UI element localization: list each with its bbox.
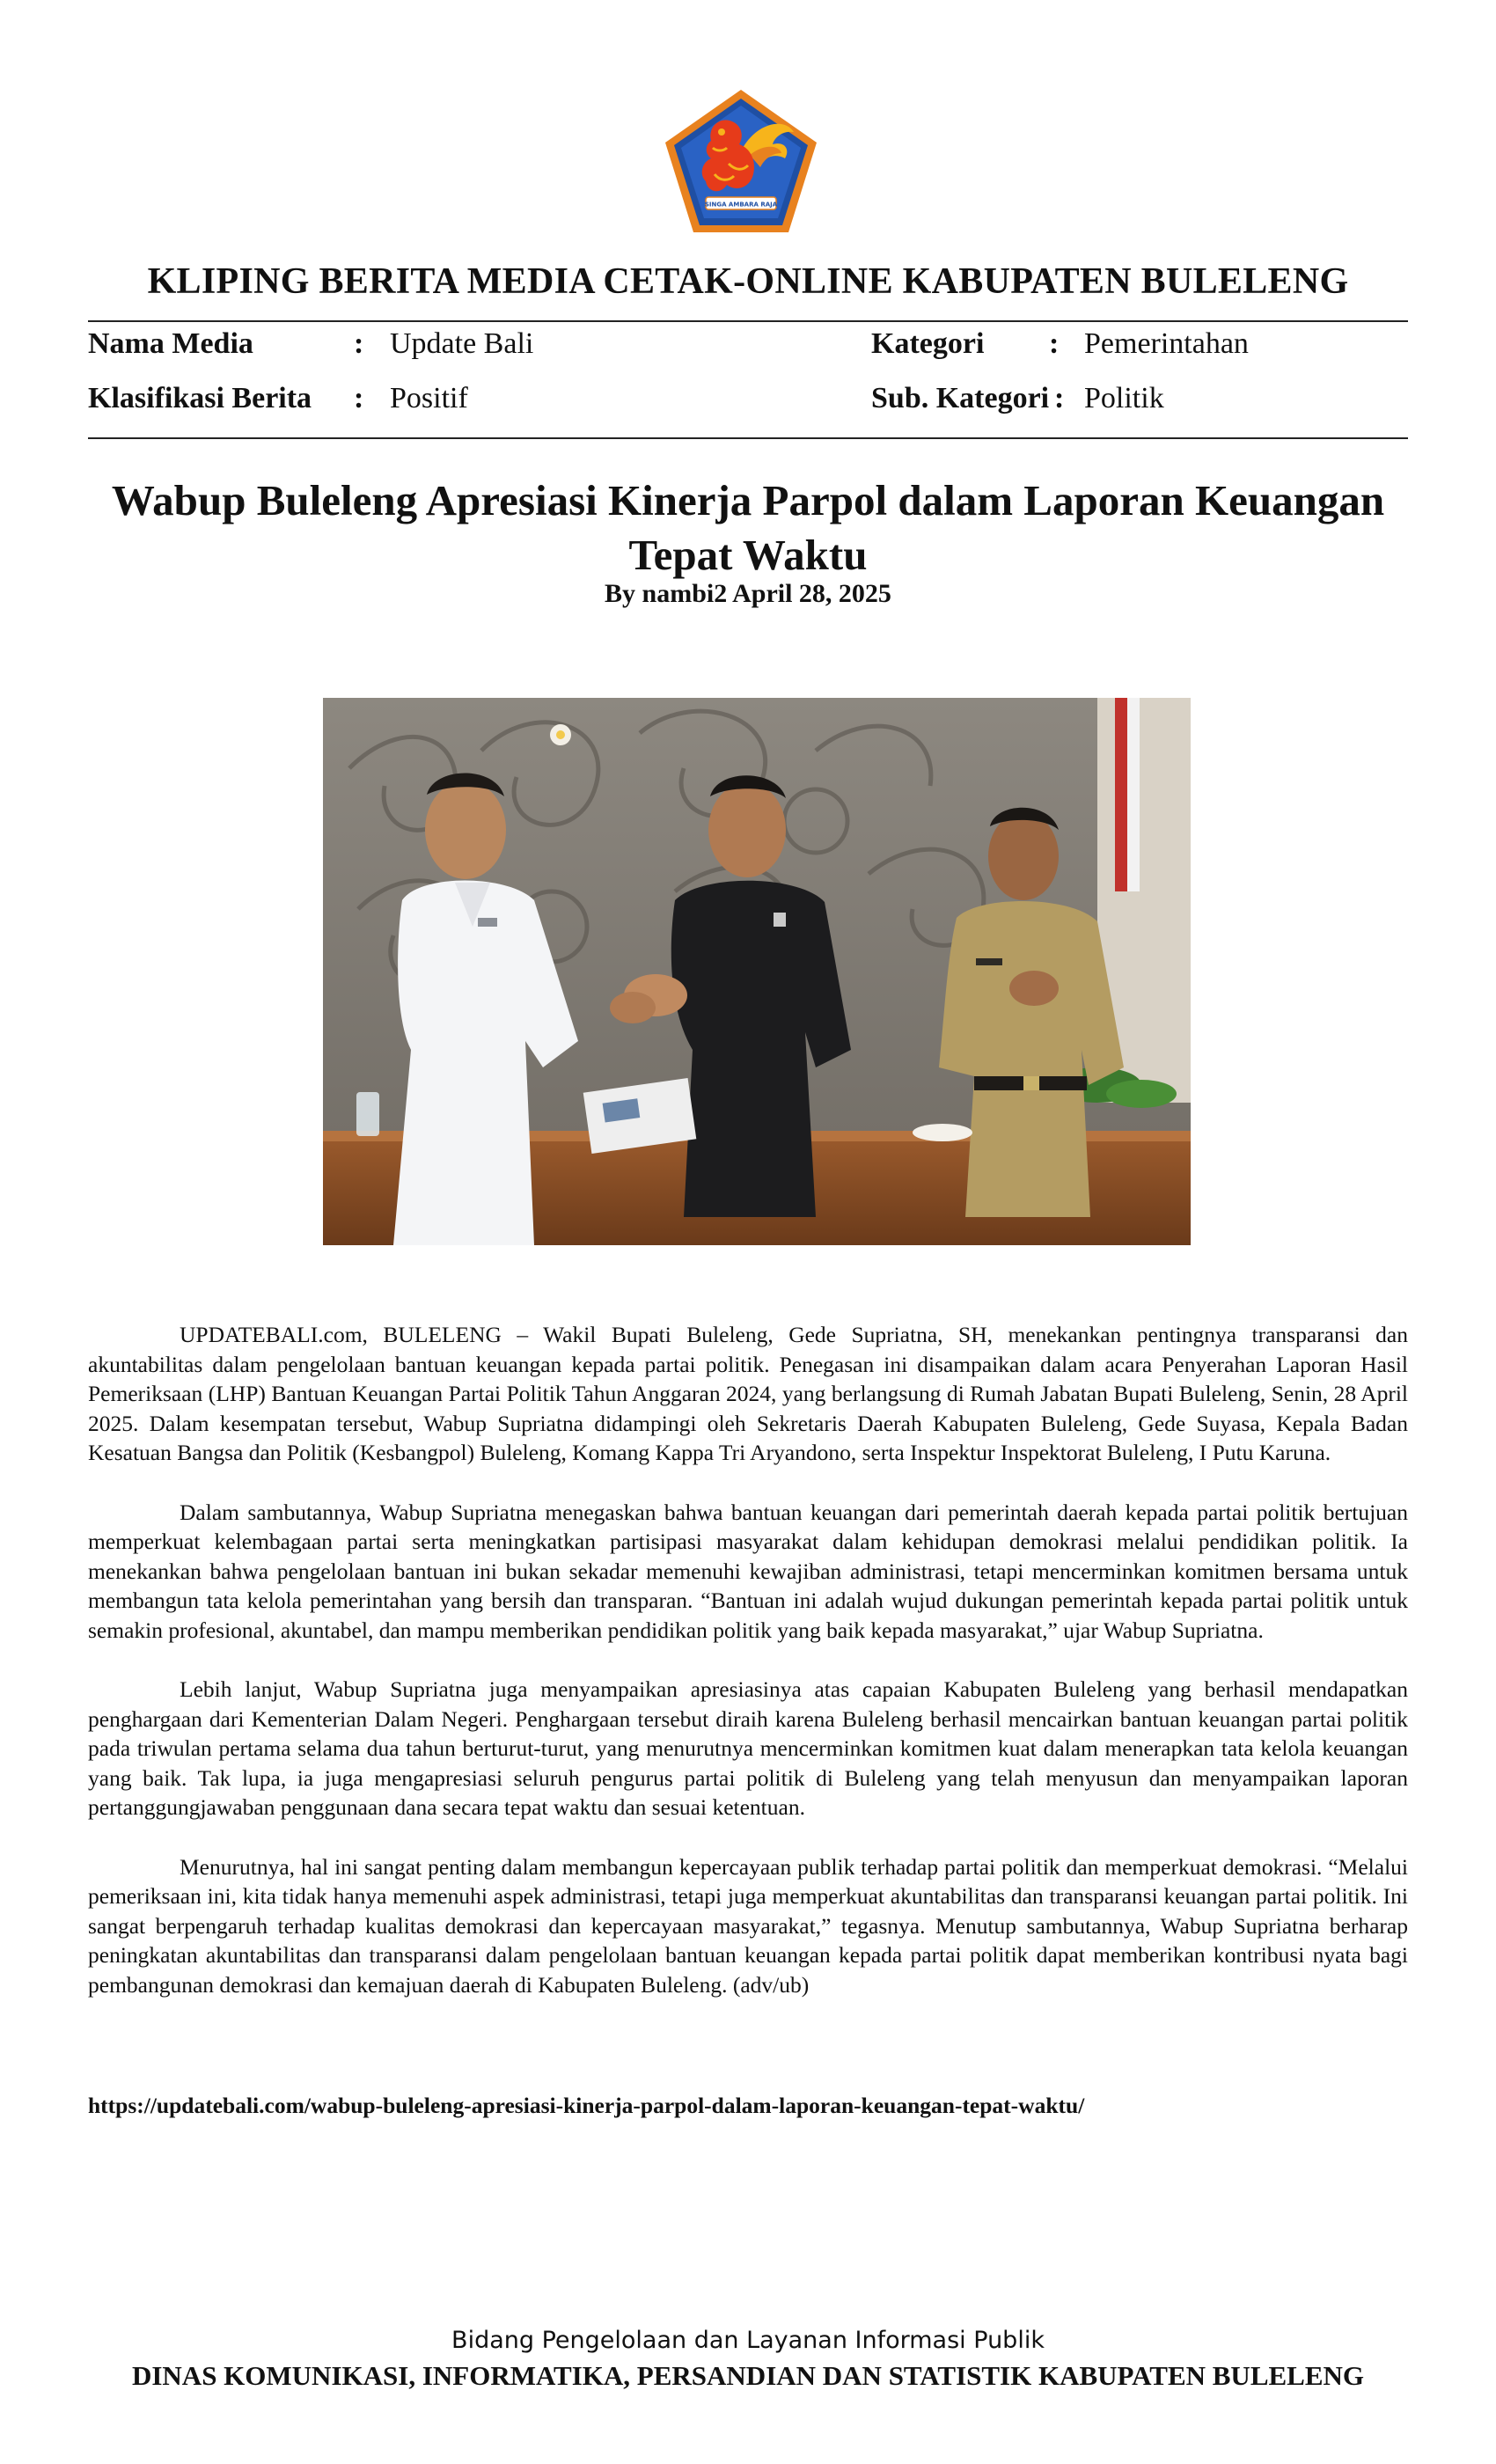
article-title: Wabup Buleleng Apresiasi Kinerja Parpol dalam Laporan Keuangan Tepat Waktu — [111, 476, 1385, 579]
emblem-motto: SINGA AMBARA RAJA — [704, 201, 778, 209]
article-body — [88, 1320, 1408, 2029]
subcategory-label: Sub. Kategori — [871, 382, 1050, 414]
article-paragraph: Menurutnya, hal ini sangat penting dalam membangun kepercayaan publik terhadap partai politik dan memperkuat demokrasi. “Melalui pemeriksaan ini, kita tidak hanya memenuhi aspek administrasi, tetapi juga memperkuat akuntabilitas dan transparansi keuangan partai politik. Ini sangat berpengaruh terhadap kualitas demokrasi dan kepercayaan masyarakat,” tegasnya. Menutup sambutannya, Wabup Supriatna berharap peningkatan akuntabilitas dan transparansi dalam pengelolaan bantuan keuangan kepada partai politik dapat memberikan kontribusi nyata bagi pembangunan demokrasi dan kemajuan daerah di Kabupaten Buleleng. (adv/ub) — [88, 1853, 1408, 1998]
footer-agency: DINAS KOMUNIKASI, INFORMATIKA, PERSANDIAN DAN STATISTIK KABUPATEN BULELENG — [131, 2360, 1365, 2391]
category-colon: : — [1049, 327, 1060, 360]
category-value: Pemerintahan — [1084, 327, 1249, 360]
media-colon: : — [354, 327, 364, 360]
footer-department: Bidang Pengelolaan dan Layanan Informasi Publik — [451, 2327, 1045, 2354]
header-rule-bottom — [88, 437, 1408, 439]
classification-label: Klasifikasi Berita — [88, 382, 312, 414]
header-rule-top — [88, 320, 1408, 322]
article-photo — [323, 698, 1191, 1245]
source-url-link[interactable]: https://updatebali.com/wabup-buleleng-apresiasi-kinerja-parpol-dalam-laporan-keuangan-tepat-waktu/ — [88, 2093, 1085, 2118]
subcategory-value: Politik — [1084, 382, 1164, 414]
classification-value: Positif — [390, 382, 468, 414]
article-paragraph: UPDATEBALI.com, BULELENG – Wakil Bupati Buleleng, Gede Supriatna, SH, menekankan pentingnya transparansi dan akuntabilitas dalam pengelolaan bantuan keuangan kepada partai politik. Penegasan ini disampaikan dalam acara Penyerahan Laporan Hasil Pemeriksaan (LHP) Bantuan Keuangan Partai Politik Tahun Anggaran 2024, yang berlangsung di Rumah Jabatan Bupati Buleleng, Senin, 28 April 2025. Dalam kesempatan tersebut, Wabup Supriatna didampingi oleh Sekretaris Daerah Kabupaten Buleleng, Gede Suyasa, Kepala Badan Kesatuan Bangsa dan Politik (Kesbangpol) Buleleng, Komang Kappa Tri Aryandono, serta Inspektur Inspektorat Buleleng, I Putu Karuna. — [88, 1322, 1408, 1465]
buleleng-emblem-icon — [662, 86, 820, 236]
article-byline: By nambi2 April 28, 2025 — [605, 579, 891, 608]
document-title: KLIPING BERITA MEDIA CETAK-ONLINE KABUPATEN BULELENG — [147, 261, 1349, 302]
subcategory-colon: : — [1054, 382, 1065, 414]
article-paragraph: Lebih lanjut, Wabup Supriatna juga menyampaikan apresiasinya atas capaian Kabupaten Buleleng yang berhasil mendapatkan penghargaan dari Kementerian Dalam Negeri. Penghargaan tersebut diraih karena Buleleng berhasil mencairkan bantuan keuangan partai politik pada triwulan pertama selama dua tahun berturut-turut, yang menurutnya mencerminkan komitmen kuat dalam menerapkan tata kelola keuangan yang baik. Tak lupa, ia juga mengapresiasi seluruh pengurus partai politik di Buleleng yang telah menyusun dan menyampaikan laporan pertanggungjawaban penggunaan dana secara tepat waktu dan sesuai ketentuan. — [88, 1676, 1408, 1820]
category-label: Kategori — [871, 327, 985, 360]
classification-colon: : — [354, 382, 364, 414]
media-value: Update Bali — [390, 327, 534, 360]
media-label: Nama Media — [88, 327, 253, 360]
article-paragraph: Dalam sambutannya, Wabup Supriatna menegaskan bahwa bantuan keuangan dari pemerintah daerah kepada partai politik bertujuan memperkuat kelembagaan partai serta meningkatkan partisipasi masyarakat dalam kehidupan demokrasi melalui pendidikan politik. Ia menekankan bahwa pengelolaan bantuan ini bukan sekadar memenuhi kewajiban administrasi, tetapi mencerminkan komitmen bersama untuk membangun tata kelola pemerintahan yang bersih dan transparan. “Bantuan ini adalah wujud dukungan pemerintah kepada partai politik untuk semakin profesional, akuntabel, dan mampu memberikan pendidikan politik yang baik kepada masyarakat,” ujar Wabup Supriatna. — [88, 1499, 1408, 1643]
